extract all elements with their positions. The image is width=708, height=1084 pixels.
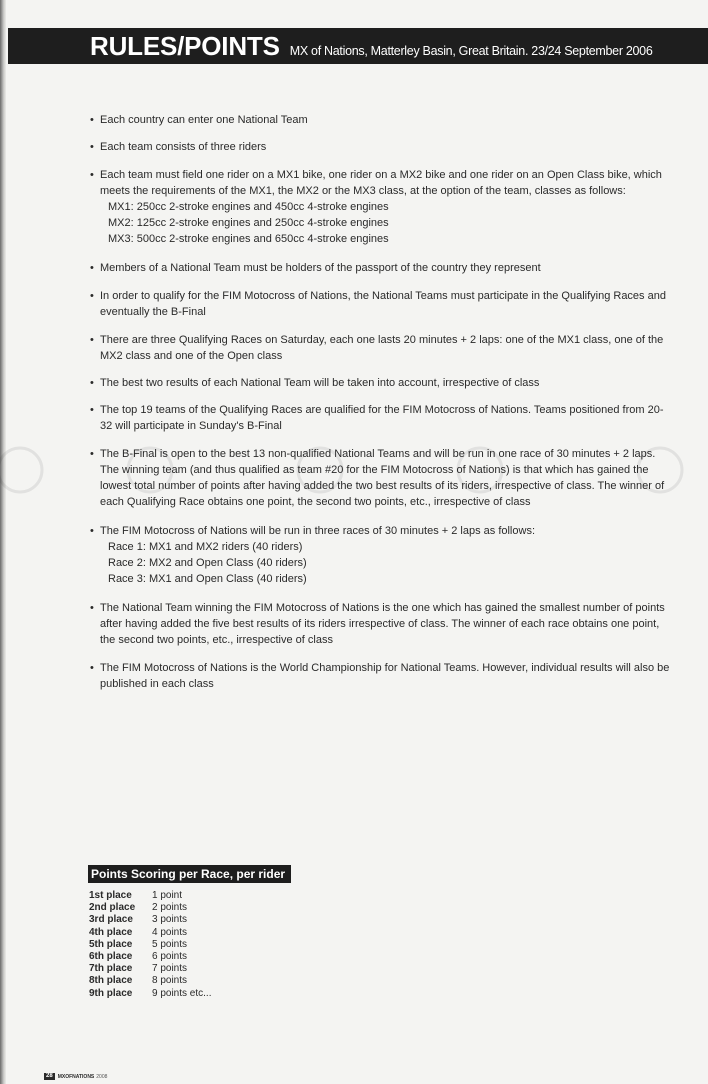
race-item: Race 2: MX2 and Open Class (40 riders) <box>108 557 307 569</box>
class-item: MX2: 125cc 2-stroke engines and 250cc 4-stroke engines <box>108 217 389 229</box>
rule-item: • The FIM Motocross of Nations is the World Championship for National Teams. However, individual results will also be published in each class <box>90 660 670 692</box>
points-value: 4 points <box>152 926 188 938</box>
points-place: 5th place <box>89 938 133 950</box>
points-row <box>89 902 211 914</box>
points-heading: Points Scoring per Race, per rider <box>88 865 291 883</box>
points-value: 3 points <box>152 914 188 926</box>
points-row <box>89 927 211 939</box>
class-list <box>100 199 670 247</box>
page-number: 28 <box>46 1073 53 1079</box>
footer-brand: MXOFNATIONS <box>57 1073 95 1080</box>
rule-item: • There are three Qualifying Races on Saturday, each one lasts 20 minutes + 2 laps: one of the MX1 class, one of the MX2 class and one of the Open class <box>90 332 670 364</box>
rules-list <box>90 112 670 692</box>
points-place: 8th place <box>89 975 133 987</box>
points-place: 1st place <box>89 890 132 901</box>
rule-item: • The best two results of each National Team will be taken into account, irrespective of class <box>90 375 670 391</box>
points-value: 5 points <box>152 938 188 950</box>
points-value: 8 points <box>152 975 188 987</box>
points-value: 2 points <box>152 902 188 914</box>
rule-item: • The B-Final is open to the best 13 non-qualified National Teams and will be run in one race of 30 minutes + 2 laps. The winning team (and thus qualified as team #20 for the FIM Motocross of Nations) is that which has gained the lowest total number of points after having added the two best results of its riders, irrespective of class. The winner of each Qualifying Race obtains one point, the second two points, etc., irrespective of class <box>90 446 670 510</box>
rule-item: • The FIM Motocross of Nations will be run in three races of 30 minutes + 2 laps as follows: Race 1: MX1 and MX2 riders (40 riders) Race 2: MX2 and Open Class (40 riders) Race 3: MX1 and Open Class (40 riders) <box>90 523 670 587</box>
points-row <box>89 975 211 987</box>
points-row <box>89 963 211 975</box>
points-value: 6 points <box>152 951 188 963</box>
points-row <box>89 988 211 1000</box>
rule-item: • In order to qualify for the FIM Motocross of Nations, the National Teams must participate in the Qualifying Races and eventually the B-Final <box>90 288 670 320</box>
points-place: 3rd place <box>89 914 133 926</box>
rule-item: • Each team consists of three riders <box>90 139 670 155</box>
points-table <box>89 890 211 1000</box>
rule-item: • Each team must field one rider on a MX1 bike, one rider on a MX2 bike and one rider on an Open Class bike, which meets the requirements of the MX1, the MX2 or the MX3 class, at the option of the team, classes as follows: MX1: 250cc 2-stroke engines and 450cc 4-stroke engines MX2: 125cc 2-stroke engines and 250cc 4-stroke engines MX3: 500cc 2-stroke engines and 650cc 4-stroke engines <box>90 167 670 247</box>
race-item: Race 1: MX1 and MX2 riders (40 riders) <box>108 541 303 553</box>
page-footer <box>44 1073 107 1080</box>
rule-item: • The top 19 teams of the Qualifying Races are qualified for the FIM Motocross of Nations. Teams positioned from 20-32 will participate in Sunday's B-Final <box>90 402 670 434</box>
points-row <box>89 951 211 963</box>
points-place: 4th place <box>89 926 133 938</box>
points-value: 9 points etc... <box>152 987 212 999</box>
points-row <box>89 939 211 951</box>
page-header-bar <box>8 28 708 64</box>
rule-item: • Members of a National Team must be holders of the passport of the country they represent <box>90 260 670 276</box>
rule-item: • Each country can enter one National Team <box>90 112 670 128</box>
race-list <box>100 539 670 587</box>
race-item: Race 3: MX1 and Open Class (40 riders) <box>108 573 307 585</box>
points-place: 9th place <box>89 987 133 999</box>
points-row <box>89 890 211 902</box>
points-place: 2nd place <box>89 902 136 914</box>
points-place: 7th place <box>89 963 133 975</box>
page-subtitle: MX of Nations, Matterley Basin, Great Britain. 23/24 September 2006 <box>289 44 653 58</box>
rule-item: • The National Team winning the FIM Motocross of Nations is the one which has gained the smallest number of points after having added the five best results of its riders irrespective of class. The winner of each race obtains one point, the second two points, etc., irrespective of class <box>90 600 670 648</box>
class-item: MX1: 250cc 2-stroke engines and 450cc 4-stroke engines <box>108 201 389 213</box>
points-value: 1 point <box>152 890 183 901</box>
points-value: 7 points <box>152 963 188 975</box>
class-item: MX3: 500cc 2-stroke engines and 650cc 4-stroke engines <box>108 233 389 245</box>
page-title: RULES/POINTS <box>90 31 280 61</box>
footer-year: 2008 <box>96 1073 108 1080</box>
points-place: 6th place <box>89 951 133 963</box>
points-row <box>89 914 211 926</box>
page-spine-shadow <box>0 0 6 1084</box>
